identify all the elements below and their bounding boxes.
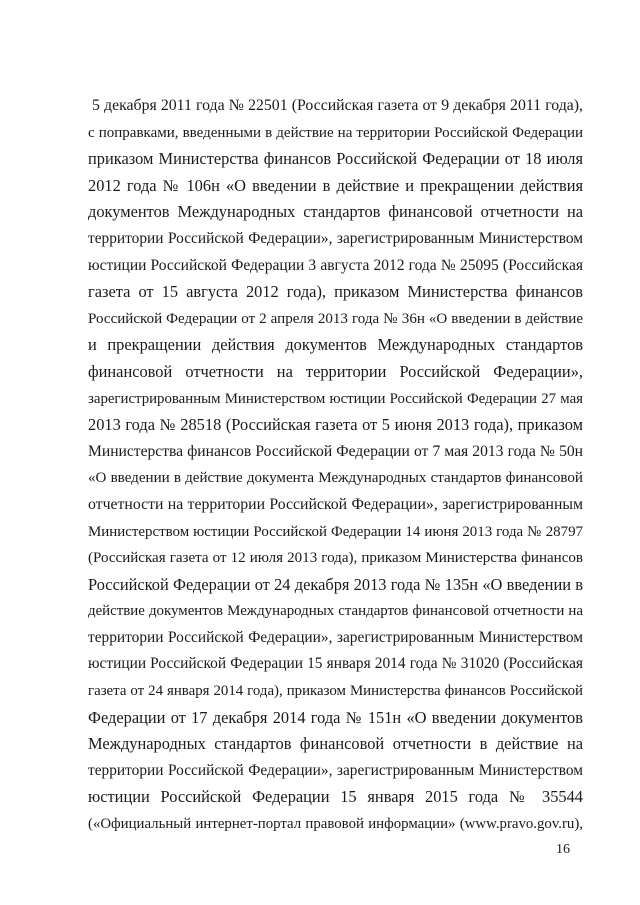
page-number: 16 xyxy=(556,842,570,857)
text-line: 2013 года № 28518 (Российская газета от 5 июня 2013 года), приказом xyxy=(88,415,583,435)
text-line: «О введении в действие документа Международных стандартов финансовой xyxy=(88,470,583,487)
text-line: финансовой отчетности на территории Российской Федерации», xyxy=(88,361,583,381)
text-line: Министерства финансов Российской Федерации от 7 мая 2013 года № 50н xyxy=(88,442,583,460)
text-line: приказом Министерства финансов Российской Федерации от 18 июля xyxy=(88,149,583,169)
text-line: территории Российской Федерации», зарегистрированным Министерством xyxy=(88,229,583,247)
text-line: территории Российской Федерации», зарегистрированным Министерством xyxy=(88,628,583,646)
text-line: юстиции Российской Федерации 15 января 2015 года № 35544 xyxy=(88,787,583,807)
text-line: зарегистрированным Министерством юстиции Российской Федерации 27 мая xyxy=(88,390,583,407)
text-line: («Официальный интернет-портал правовой информации» (www.pravo.gov.ru), xyxy=(88,816,583,833)
text-line: действие документов Международных стандартов финансовой отчетности на xyxy=(88,603,583,620)
text-line: документов Международных стандартов финансовой отчетности на xyxy=(88,202,583,222)
text-line: юстиции Российской Федерации 15 января 2014 года № 31020 (Российская xyxy=(88,655,583,673)
text-line: и прекращении действия документов Международных стандартов xyxy=(88,335,583,355)
text-line: 5 декабря 2011 года № 22501 (Российская газета от 9 декабря 2011 года), xyxy=(92,97,583,114)
text-line: территории Российской Федерации», зарегистрированным Министерством xyxy=(88,761,583,779)
text-line: газета от 24 января 2014 года), приказом Министерства финансов Российской xyxy=(88,683,583,700)
text-line: Федерации от 17 декабря 2014 года № 151н «О введении документов xyxy=(88,707,583,727)
text-line: с поправками, введенными в действие на территории Российской Федерации xyxy=(88,124,583,141)
text-line: Международных стандартов финансовой отчетности в действие на xyxy=(88,734,583,754)
text-line: Российской Федерации от 2 апреля 2013 года № 36н «О введении в действие xyxy=(88,310,583,327)
text-line: Российской Федерации от 24 декабря 2013 года № 135н «О введении в xyxy=(88,574,583,594)
text-line: Министерством юстиции Российской Федерации 14 июня 2013 года № 28797 xyxy=(88,523,583,540)
text-line: отчетности на территории Российской Федерации», зарегистрированным xyxy=(88,495,583,513)
text-line: юстиции Российской Федерации 3 августа 2012 года № 25095 (Российская xyxy=(88,256,583,274)
text-line: (Российская газета от 12 июля 2013 года), приказом Министерства финансов xyxy=(88,550,583,567)
text-line: газета от 15 августа 2012 года), приказом Министерства финансов xyxy=(88,282,583,302)
text-line: 2012 года № 106н «О введении в действие и прекращении действия xyxy=(88,175,583,195)
body-text xyxy=(88,93,583,838)
